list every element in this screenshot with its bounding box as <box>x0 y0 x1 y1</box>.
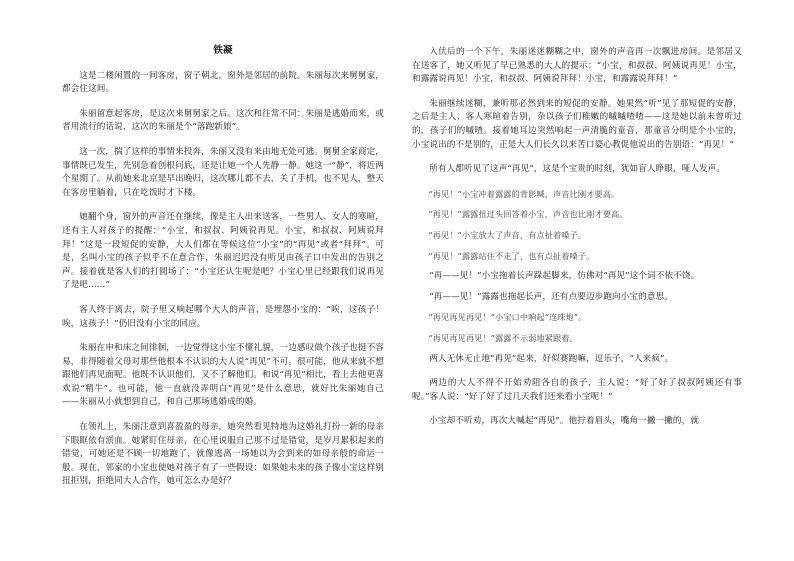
dialogue-line: “再见！”露露扭过头回答着小宝，声音也比刚才要高。 <box>428 209 628 220</box>
dialogue-line: “再——见！”露露也拖起长声，还有点要迈步跑向小宝的意思。 <box>429 291 673 302</box>
dialogue-line: “再见！”小宝冲着露露的背影喊，声音比刚才要高。 <box>428 188 620 199</box>
paragraph: 两人无休无止地“再见”起来，好似赛跑嘛，逗乐子，“人来疯”。 <box>429 353 674 364</box>
paragraph: 朱丽在申和床之间徘徊，一边觉得这小宝不懂礼貌，一边感叹做个孩子也挺不容易，非得随着父母对那些他根本不认识的大人说“再见”不可。很可能，他从来就不想跟他们再见面呢。他既不认识他们，又不了解他们。和说“再见”相比，看上去他更喜欢说“精牛”。也可能，他一直就没弄明白“再见”是什么意思，就好比朱丽她自己——朱丽从小就想到自己，和自己那场逃婚成的婚。 <box>62 343 384 408</box>
dialogue-line: “再见！”露露站住不走了，也有点扯着嗓子。 <box>428 250 595 261</box>
dialogue-line: “再——见！”小宝拖着长声跺起脚来，仿佛对“再见”这个词不依不饶。 <box>429 271 700 282</box>
left-column <box>62 44 384 500</box>
dialogue-line: “再见！”小宝放大了声音，有点扯着嗓子。 <box>428 229 587 240</box>
paragraph: 这是二楼闲置的一间客房，窗子朝北，窗外是邻居的前院。朱丽每次来舅舅家，都会住这间。 <box>62 70 384 95</box>
paragraph: 这一次，揣了这样的事情来投奔，朱丽又没有来由地无处可逃。舅舅全家商定，事情既已发生，先别急着创根问底，还是让她一个人先静一静。她这一“静”，将近两个星期了。从前她来北京是早出晚归，这次哪儿都不去，关了手机，也不见人，整天在客房里躺着，只在吃饭时才下楼。 <box>62 146 384 198</box>
paragraph: 小宝却不听劝，再次大喊起“再见”。他拧着眉头，嘴角一撇一撇的，就 <box>429 416 699 427</box>
right-column <box>412 46 742 440</box>
dialogue-line: “再见再见再见！”小宝口中响起“连珠炮”。 <box>428 312 587 323</box>
paragraph: 入伏后的一个下午，朱丽迷迷糊糊之中，窗外的声音再一次飘进房间。是邻居又在送客了，她又听见了早已熟悉的大人的提示：“小宝，和叔叔、阿姨说再见！小宝，和露露说再见！小宝，和叔叔、阿姨说拜拜！小宝，和露露说拜拜！” <box>412 47 742 85</box>
paragraph: 客人终于离去，院子里又响起哪个大人的声音，是埋怨小宝的：“唉，这孩子！唉，这孩子！”仍旧没有小宝的回应。 <box>62 304 384 329</box>
paragraph: 朱丽继续迷糊，兼听那必然到来的短促的安静。她果然“听”见了那短促的安静，之后是主人、客人寒暄着告别，杂以孩子们稚嫩的嘁嘁喳喳——这是她以前未曾听过的，孩子们的嘁喳。接着她耳边突然响起一声清脆的童音，那童音分明是个小宝的，小宝说出的不是别的，正是大人们长久以来苦口婆心教促他说出的告别语：“再见！” <box>412 98 742 150</box>
article-author-title: 铁凝 <box>213 45 233 56</box>
paragraph: 朱丽留意起客房，是这次来舅舅家之后。这次和往常不同：朱丽是逃婚而来，或者用流行的话说，这次的朱丽是个“落跑新娘”。 <box>62 108 384 133</box>
paragraph: 她翻个身，窗外的声音还在继续，像是主人出来送客，一些男人、女人的寒暄，还有主人对孩子的提醒：“小宝，和叔叔、阿姨说再见。小宝，和叔叔、阿姨说拜拜！”这是一段短促的安静，大人们都在等候这位“小宝”的“再见”或者“拜拜”。可是，名叫小宝的孩子似乎不在意合作，朱丽迟迟没有听见由孩子口中发出的告别之声。接着就是客人们的打圆场了：“小宝还认生呢是吧？小宝心里已经跟我们说再见了是吧……” <box>62 212 384 291</box>
paragraph: 在领礼上，朱丽注意到喜盈盈的母亲，她突然看见特地为这婚礼打扮一新的母亲下眼眶依有淤血。她紧盯住母亲，在心里说服自己那不过是错觉，是岁月累积起来的错觉，可她还是不顾一切地跑了，就像逃离一场她以为会到来的如母亲般的命运一般。现在，邻家的小宝也使她对孩子有了一些假设：如果她未来的孩子像小宝这样别扭拒别，拒绝同大人合作，她可怎么办是好？ <box>62 422 384 487</box>
paragraph: 所有人都听见了这声“再见”，这是个宝贵的时刻，犹如盲人睁眼，哑人发声。 <box>429 164 726 175</box>
dialogue-line: “再见再见再见！”露露不示弱地紧跟着。 <box>428 332 578 343</box>
paragraph: 两边的大人不得不开始劝阻各自的孩子，主人说：“好了好了叔叔阿姨还有事呢。”客人说：“好了好了过几天我们还来看小宝呢！” <box>412 378 742 402</box>
